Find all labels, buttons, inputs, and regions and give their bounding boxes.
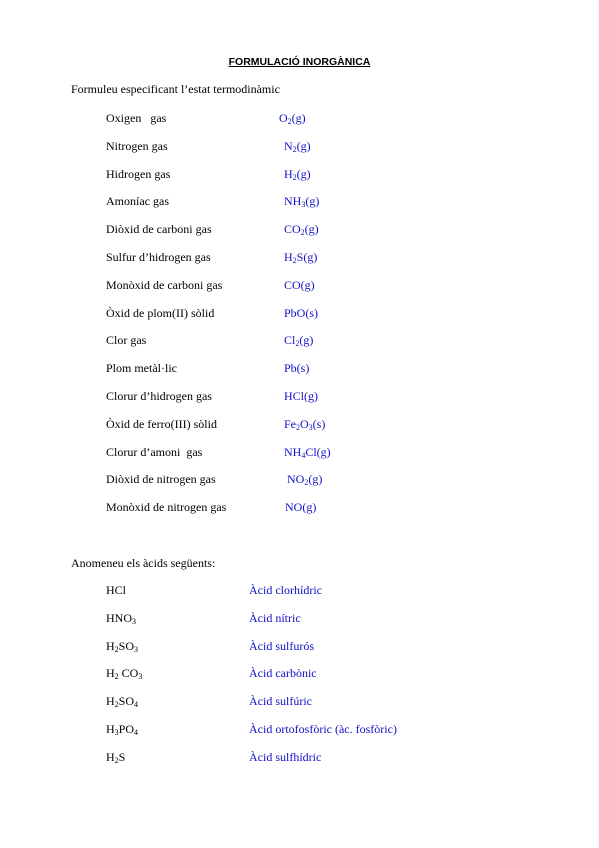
- compound-name: Oxigen gas: [106, 111, 167, 125]
- compound-formula: [284, 306, 318, 321]
- acid-name: Àcid sulfúric: [249, 694, 312, 709]
- formula-part: NH: [284, 444, 302, 459]
- compound-formula: [285, 500, 316, 515]
- formula-part: N: [284, 138, 293, 153]
- formula-part: HNO: [106, 610, 132, 625]
- acid-formula: [106, 750, 125, 765]
- page-title: FORMULACIÓ INORGÀNICA: [228, 56, 371, 68]
- compound-formula: [284, 222, 319, 237]
- formula-subscript: 3: [301, 200, 306, 210]
- formula-part: H: [284, 250, 293, 264]
- formula-subscript: 2: [304, 478, 309, 488]
- compound-name: Amoníac gas: [106, 194, 169, 209]
- list-item: [0, 194, 599, 212]
- acid-name: Àcid nítric: [249, 610, 301, 625]
- formula-part: (s): [312, 416, 326, 431]
- list-item: [0, 666, 599, 684]
- compound-formula: [284, 333, 313, 348]
- formula-part: H: [106, 722, 115, 736]
- compound-name: Monòxid de carboni gas: [106, 277, 223, 292]
- compound-name: Hidrogen gas: [106, 166, 171, 181]
- compound-formula: [284, 389, 318, 404]
- formula-subscript: 3: [114, 728, 119, 737]
- formula-part: HCl: [106, 583, 127, 597]
- list-item: [0, 417, 599, 435]
- compound-name: Monòxid de nitrogen gas: [106, 500, 227, 515]
- compound-formula: [287, 472, 322, 487]
- compound-name: Diòxid de nitrogen gas: [106, 472, 216, 487]
- list-item: [0, 611, 599, 629]
- formula-subscript: 2: [114, 644, 119, 654]
- compound-name: Sulfur d’hidrogen gas: [106, 250, 211, 264]
- formula-part: (g): [291, 111, 306, 125]
- acid-formula: [106, 583, 126, 598]
- list-item: [0, 250, 599, 268]
- formula-part: CO: [118, 666, 139, 681]
- list-item: [0, 111, 599, 129]
- formula-part: CO: [284, 222, 301, 237]
- acid-name: Àcid sulfhídric: [249, 749, 322, 764]
- formula-subscript: 2: [114, 755, 119, 765]
- formula-subscript: 4: [134, 700, 139, 710]
- formula-part: H: [106, 749, 115, 764]
- list-item: [0, 583, 599, 601]
- acid-formula: [106, 639, 138, 654]
- list-item: [0, 472, 599, 490]
- formula-part: H: [106, 638, 115, 653]
- formula-subscript: 2: [292, 172, 297, 182]
- acid-formula: [106, 666, 142, 681]
- compound-formula: [284, 278, 315, 293]
- list-item: [0, 167, 599, 185]
- compound-formula: [284, 361, 309, 376]
- formula-part: CO(g): [284, 277, 315, 292]
- formula-part: SO: [118, 638, 135, 653]
- compound-name: Plom metàl·lic: [106, 361, 177, 376]
- formula-subscript: 3: [308, 422, 313, 432]
- formula-part: (g): [308, 472, 323, 487]
- acid-name: Àcid ortofosfòric (àc. fosfòric): [249, 722, 397, 736]
- formula-subscript: 2: [114, 672, 119, 682]
- formula-part: HCl(g): [284, 389, 318, 403]
- compound-formula: [284, 167, 311, 182]
- compound-name: Òxid de ferro(III) sòlid: [106, 416, 217, 431]
- instruction-name-acids: Anomeneu els àcids següents:: [71, 556, 216, 570]
- formula-subscript: 3: [134, 644, 139, 654]
- formula-part: (g): [299, 333, 314, 348]
- acid-name: Àcid clorhídric: [249, 583, 322, 597]
- list-item: [0, 500, 599, 518]
- compound-formula: [284, 445, 331, 460]
- compound-formula: [284, 139, 311, 154]
- acid-name: Àcid sulfurós: [249, 638, 314, 653]
- list-item: [0, 222, 599, 240]
- compound-name: Clor gas: [106, 333, 147, 348]
- formula-part: H: [106, 666, 115, 681]
- compound-name: Nitrogen gas: [106, 138, 168, 153]
- list-item: [0, 389, 599, 407]
- formula-part: PbO(s): [284, 305, 319, 320]
- formula-part: Pb(s): [284, 361, 310, 376]
- list-item: [0, 722, 599, 740]
- list-item: [0, 333, 599, 351]
- acid-name: Àcid carbònic: [249, 666, 317, 681]
- formula-part: NO: [287, 472, 305, 487]
- compound-formula: [284, 250, 317, 265]
- compound-name: Diòxid de carboni gas: [106, 222, 212, 237]
- formula-subscript: 2: [300, 228, 305, 238]
- formula-subscript: 4: [301, 450, 306, 460]
- formula-part: PO: [118, 722, 135, 736]
- formula-subscript: 2: [296, 422, 300, 432]
- list-item: [0, 361, 599, 379]
- compound-name: Clorur d’amoni gas: [106, 444, 203, 459]
- formula-part: (g): [304, 222, 319, 237]
- formula-part: H: [106, 694, 115, 709]
- list-item: [0, 445, 599, 463]
- list-item: [0, 639, 599, 657]
- list-item: [0, 139, 599, 157]
- formula-subscript: 2: [287, 117, 292, 126]
- formula-part: H: [284, 166, 293, 181]
- formula-subscript: 3: [132, 616, 136, 626]
- formula-part: (g): [296, 138, 311, 153]
- formula-part: (g): [296, 166, 311, 181]
- formula-part: S(g): [296, 250, 318, 264]
- list-item: [0, 306, 599, 324]
- acid-formula: [106, 611, 136, 626]
- formula-part: (g): [305, 194, 320, 209]
- compound-formula: [284, 194, 319, 209]
- formula-subscript: 2: [292, 144, 297, 154]
- formula-subscript: 2: [114, 700, 119, 710]
- compound-name: Òxid de plom(II) sòlid: [106, 305, 215, 320]
- formula-subscript: 2: [292, 256, 297, 265]
- formula-part: Cl(g): [305, 444, 331, 459]
- formula-subscript: 4: [134, 728, 139, 737]
- formula-subscript: 2: [295, 339, 300, 349]
- formula-part: SO: [118, 694, 135, 709]
- formula-part: O: [300, 416, 309, 431]
- formula-part: NH: [284, 194, 302, 209]
- list-item: [0, 750, 599, 768]
- acid-formula: [106, 694, 138, 709]
- compound-name: Clorur d’hidrogen gas: [106, 389, 212, 403]
- list-item: [0, 278, 599, 296]
- formula-part: NO(g): [285, 500, 317, 515]
- formula-subscript: 3: [138, 672, 143, 682]
- instruction-formulate: Formuleu especificant l’estat termodinàmic: [71, 82, 280, 96]
- acid-formula: [106, 722, 138, 737]
- formula-part: Cl: [284, 333, 296, 348]
- compound-formula: [279, 111, 306, 126]
- formula-part: Fe: [284, 416, 296, 431]
- formula-part: S: [118, 749, 126, 764]
- list-item: [0, 694, 599, 712]
- compound-formula: [284, 417, 325, 432]
- formula-part: O: [279, 111, 288, 125]
